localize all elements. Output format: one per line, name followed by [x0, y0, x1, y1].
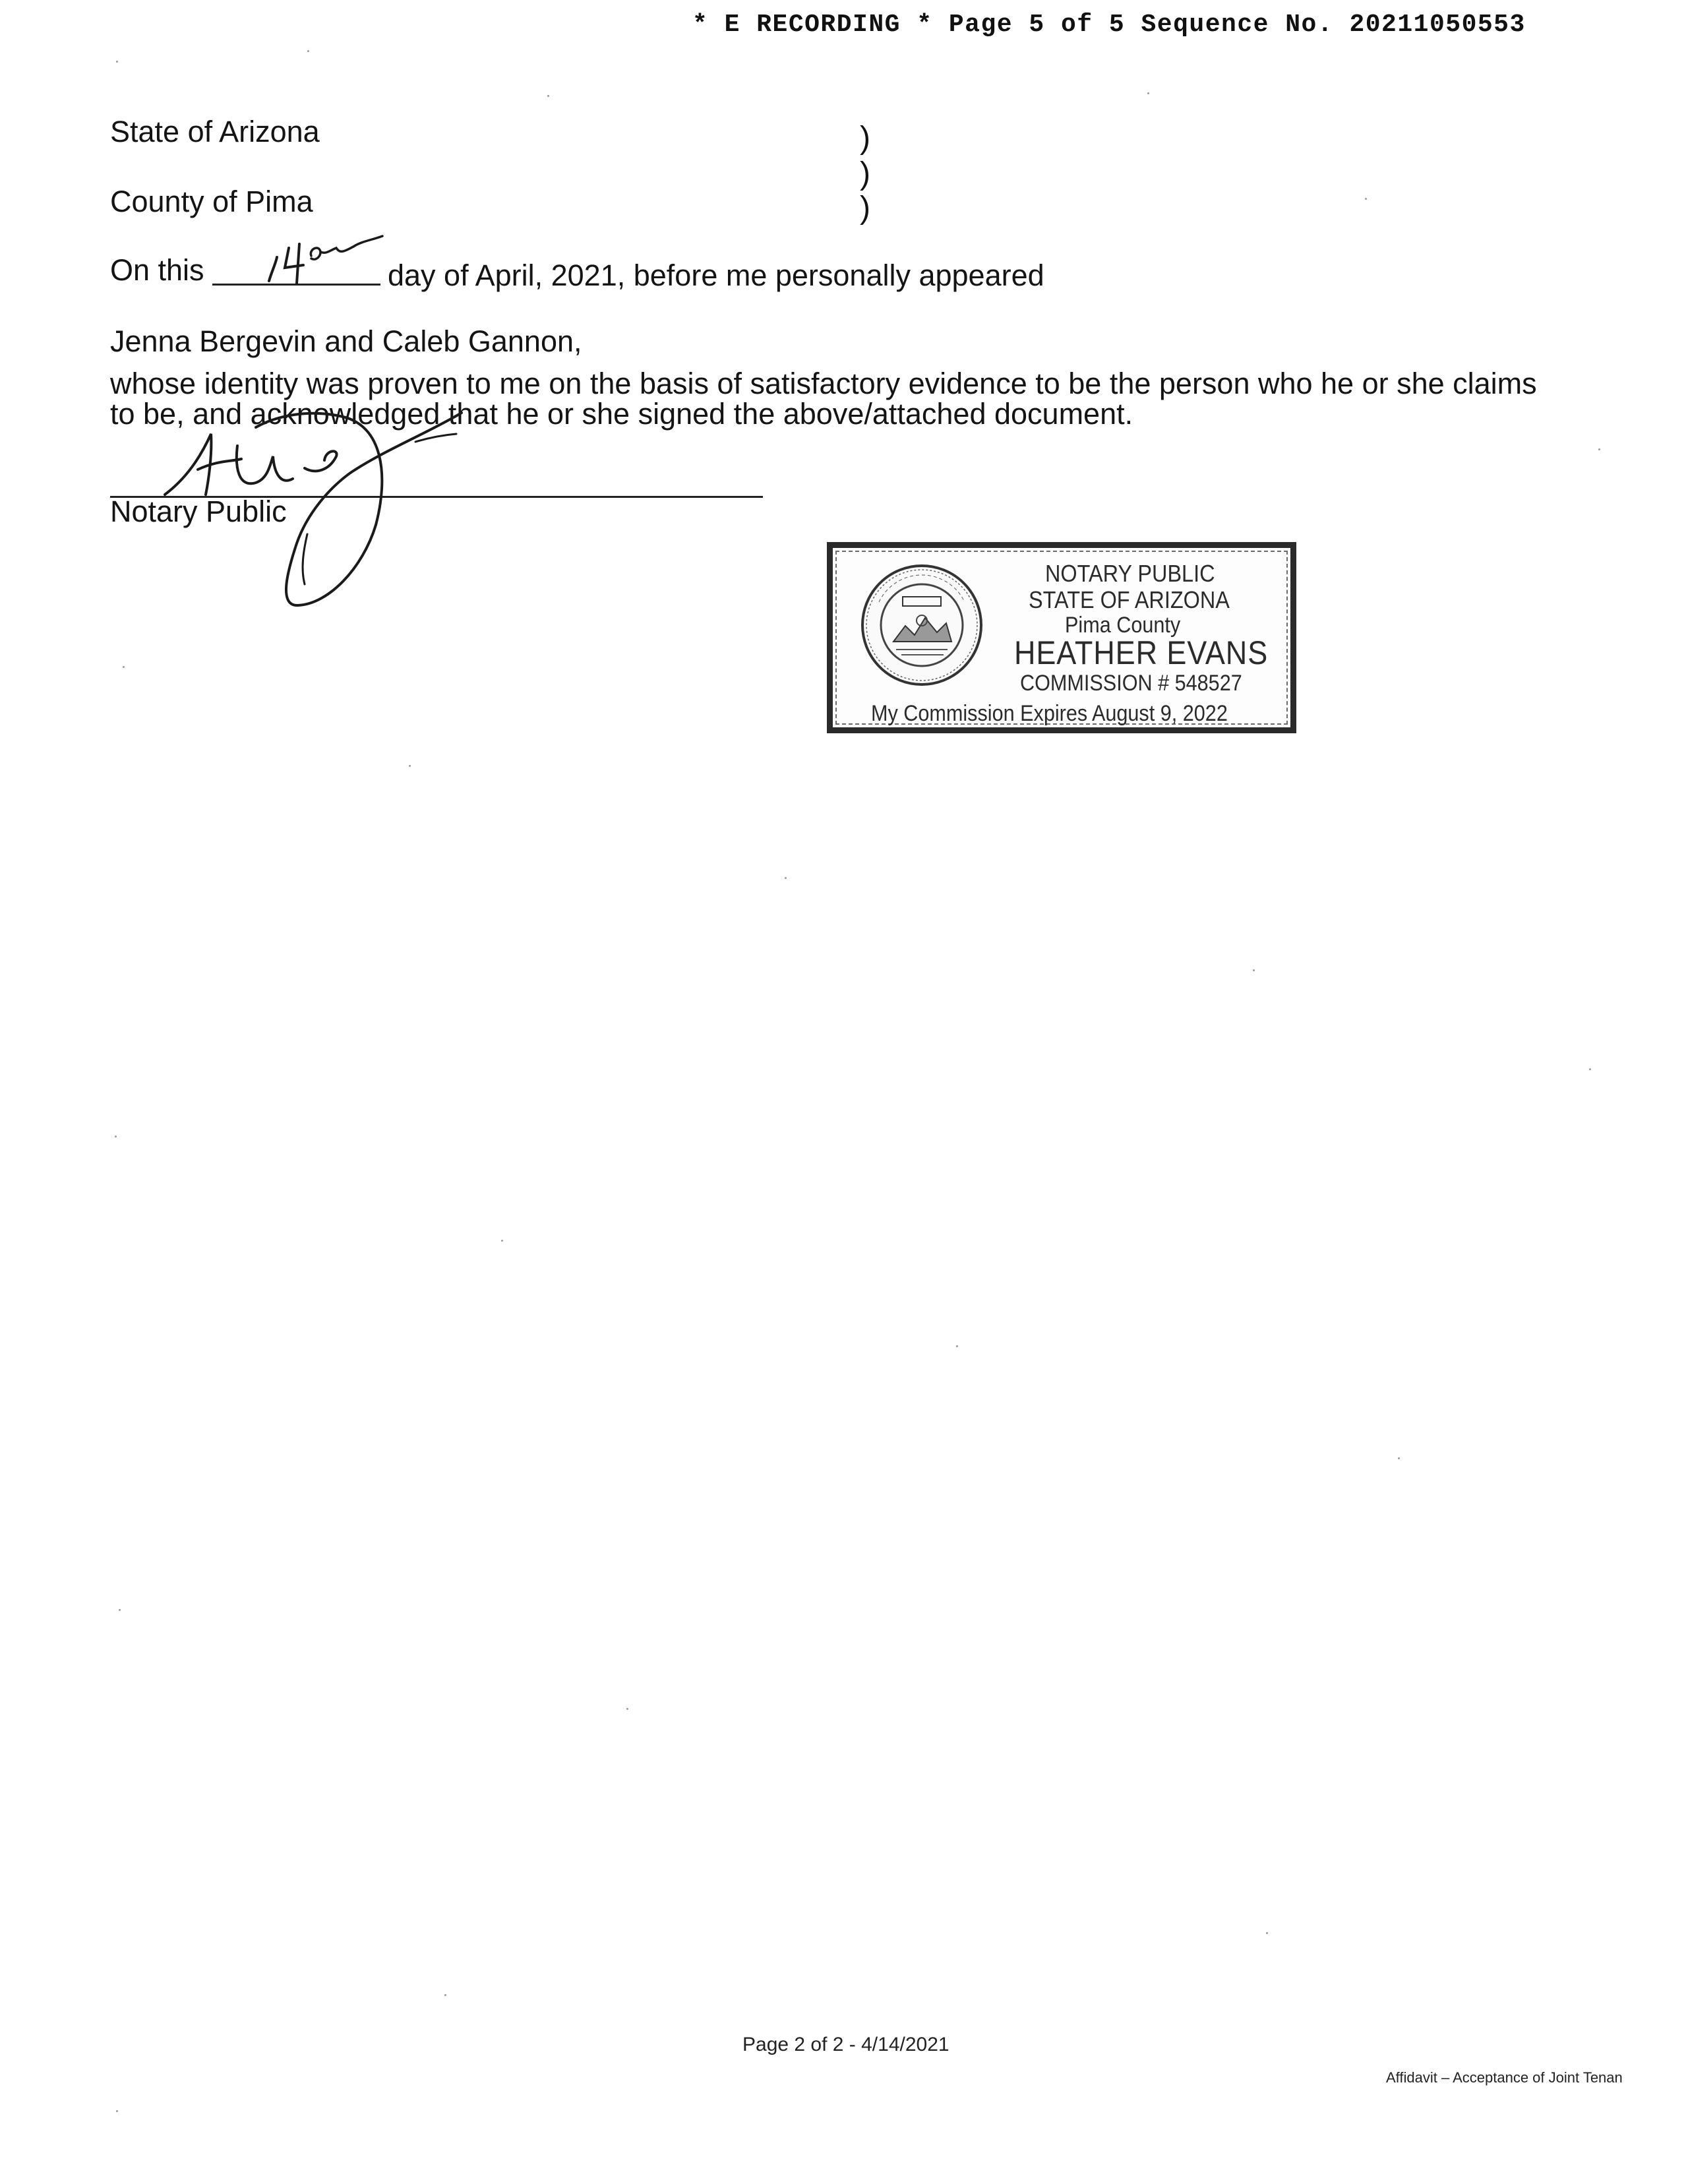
scan-speck [307, 50, 309, 52]
handwritten-day [262, 235, 394, 291]
scan-speck [1365, 198, 1367, 200]
stamp-title: NOTARY PUBLIC [1045, 560, 1215, 587]
scan-speck [785, 877, 787, 879]
scan-speck [409, 765, 411, 767]
scan-speck [1589, 1068, 1591, 1070]
stamp-commission-number: COMMISSION # 548527 [1020, 671, 1242, 696]
identity-text-line2: to be, and acknowledged that he or she signed the above/attached document. [110, 397, 1133, 431]
notary-signature [152, 396, 613, 623]
stamp-state: STATE OF ARIZONA [1029, 586, 1230, 613]
scan-speck [1598, 448, 1600, 450]
scan-speck [1266, 1932, 1268, 1934]
scan-speck [956, 1345, 958, 1347]
venue-state: State of Arizona [110, 115, 320, 148]
scan-speck [501, 1240, 503, 1242]
arizona-seal-icon [859, 562, 984, 688]
date-text: day of April, 2021, before me personally appeared [388, 258, 1044, 292]
venue-paren: ) [860, 156, 870, 191]
stamp-notary-name: HEATHER EVANS [1014, 634, 1269, 671]
appearing-names: Jenna Bergevin and Caleb Gannon, [110, 324, 582, 358]
page-footer: Page 2 of 2 - 4/14/2021 [742, 2034, 950, 2055]
scan-speck [547, 95, 549, 97]
scan-speck [626, 1708, 628, 1710]
notary-stamp [827, 542, 1296, 733]
recording-header: * E RECORDING * Page 5 of 5 Sequence No. 20211050553 [692, 11, 1526, 39]
on-this-label: On this [110, 253, 204, 287]
venue-county: County of Pima [110, 185, 313, 218]
venue-paren: ) [860, 121, 870, 156]
identity-text-line1: whose identity was proven to me on the basis of satisfactory evidence to be the person who he or she claims [110, 367, 1537, 400]
scan-speck [119, 1609, 121, 1611]
scan-speck [116, 2110, 118, 2112]
stamp-expiration: My Commission Expires August 9, 2022 [871, 701, 1228, 726]
scan-speck [123, 666, 125, 668]
notary-public-label: Notary Public [110, 495, 287, 528]
scan-speck [1253, 969, 1255, 971]
scan-speck [1147, 92, 1149, 94]
scan-speck [1398, 1457, 1400, 1459]
scan-speck [116, 61, 118, 63]
scan-speck [444, 1994, 446, 1996]
document-title-footer: Affidavit – Acceptance of Joint Tenan [1386, 2069, 1623, 2086]
stamp-county: Pima County [1065, 613, 1181, 638]
venue-paren: ) [860, 191, 870, 226]
scan-speck [115, 1136, 117, 1138]
